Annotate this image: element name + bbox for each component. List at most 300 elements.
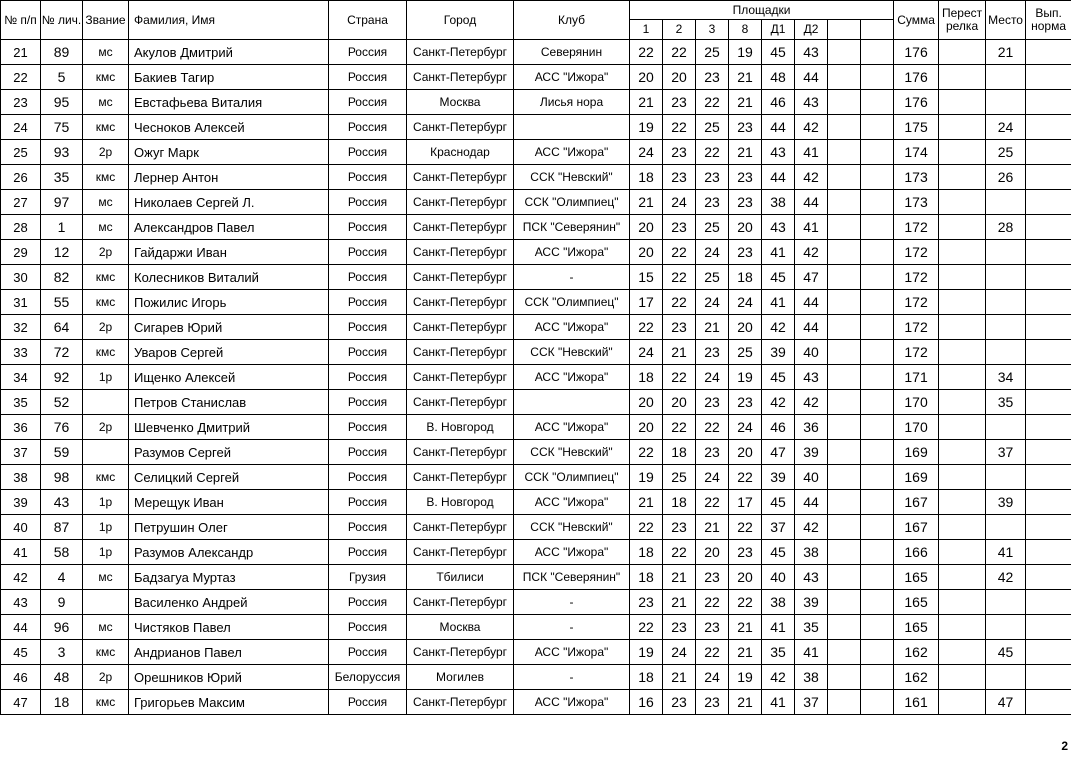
cell-ground-8: 19: [729, 40, 762, 65]
cell-ground-3: 22: [696, 590, 729, 615]
cell-sum: 167: [894, 490, 939, 515]
cell-ground-8: 23: [729, 115, 762, 140]
cell-num: 33: [1, 340, 41, 365]
cell-ground-extra1: [828, 190, 861, 215]
cell-ground-extra1: [828, 615, 861, 640]
cell-ground-8: 23: [729, 190, 762, 215]
cell-place: [986, 415, 1026, 440]
cell-norm: [1026, 515, 1071, 540]
cell-rank: [83, 390, 129, 415]
cell-country: Россия: [329, 540, 407, 565]
cell-ground-3: 25: [696, 40, 729, 65]
cell-rank: кмс: [83, 465, 129, 490]
cell-place: 21: [986, 40, 1026, 65]
cell-ground-1: 19: [630, 115, 663, 140]
cell-name: Бакиев Тагир: [129, 65, 329, 90]
cell-license: 52: [41, 390, 83, 415]
cell-ground-2: 23: [663, 140, 696, 165]
cell-ground-extra1: [828, 215, 861, 240]
cell-city: Санкт-Петербург: [407, 190, 514, 215]
cell-ground-8: 17: [729, 490, 762, 515]
cell-rank: 2р: [83, 140, 129, 165]
table-row: [1, 265, 1071, 290]
table-body: [1, 40, 1071, 715]
table-row: [1, 115, 1071, 140]
page-number: 2: [1061, 739, 1068, 753]
cell-place: [986, 515, 1026, 540]
cell-shootoff: [939, 165, 986, 190]
cell-ground-d2: 35: [795, 615, 828, 640]
col-ground-1-header: 1: [630, 20, 663, 40]
cell-shootoff: [939, 265, 986, 290]
cell-ground-8: 18: [729, 265, 762, 290]
cell-ground-d2: 42: [795, 390, 828, 415]
cell-sum: 162: [894, 665, 939, 690]
cell-license: 1: [41, 215, 83, 240]
cell-sum: 170: [894, 415, 939, 440]
cell-shootoff: [939, 315, 986, 340]
cell-ground-8: 24: [729, 415, 762, 440]
cell-name: Акулов Дмитрий: [129, 40, 329, 65]
table-row: [1, 90, 1071, 115]
cell-shootoff: [939, 65, 986, 90]
cell-name: Колесников Виталий: [129, 265, 329, 290]
cell-place: [986, 315, 1026, 340]
cell-ground-extra2: [861, 615, 894, 640]
col-license-header: № лич.: [41, 1, 83, 40]
cell-ground-extra1: [828, 90, 861, 115]
cell-city: Санкт-Петербург: [407, 690, 514, 715]
cell-country: Россия: [329, 165, 407, 190]
cell-shootoff: [939, 240, 986, 265]
cell-club: ССК "Олимпиец": [514, 465, 630, 490]
cell-ground-1: 19: [630, 465, 663, 490]
cell-country: Россия: [329, 615, 407, 640]
cell-club: -: [514, 665, 630, 690]
cell-city: Санкт-Петербург: [407, 365, 514, 390]
cell-ground-1: 18: [630, 365, 663, 390]
cell-ground-2: 21: [663, 565, 696, 590]
cell-license: 95: [41, 90, 83, 115]
cell-num: 23: [1, 90, 41, 115]
cell-ground-extra2: [861, 340, 894, 365]
cell-city: Санкт-Петербург: [407, 315, 514, 340]
cell-num: 32: [1, 315, 41, 340]
cell-place: [986, 465, 1026, 490]
cell-sum: 167: [894, 515, 939, 540]
cell-ground-d1: 39: [762, 465, 795, 490]
cell-ground-d1: 35: [762, 640, 795, 665]
cell-ground-extra1: [828, 540, 861, 565]
cell-name: Николаев Сергей Л.: [129, 190, 329, 215]
cell-ground-1: 18: [630, 565, 663, 590]
cell-ground-3: 22: [696, 415, 729, 440]
cell-ground-d1: 45: [762, 40, 795, 65]
cell-ground-d2: 37: [795, 690, 828, 715]
cell-ground-extra1: [828, 365, 861, 390]
cell-city: Санкт-Петербург: [407, 115, 514, 140]
cell-ground-extra2: [861, 115, 894, 140]
cell-ground-3: 23: [696, 165, 729, 190]
cell-club: [514, 115, 630, 140]
cell-ground-d2: 43: [795, 90, 828, 115]
cell-ground-2: 24: [663, 190, 696, 215]
col-grounds-header: Площадки: [630, 1, 894, 20]
cell-rank: 1р: [83, 515, 129, 540]
cell-country: Россия: [329, 140, 407, 165]
cell-club: -: [514, 590, 630, 615]
cell-ground-extra2: [861, 690, 894, 715]
cell-club: ССК "Невский": [514, 515, 630, 540]
cell-sum: 172: [894, 265, 939, 290]
cell-country: Россия: [329, 40, 407, 65]
cell-city: Москва: [407, 615, 514, 640]
cell-rank: мс: [83, 190, 129, 215]
cell-rank: [83, 440, 129, 465]
cell-license: 72: [41, 340, 83, 365]
cell-ground-d2: 40: [795, 340, 828, 365]
cell-norm: [1026, 65, 1071, 90]
cell-norm: [1026, 365, 1071, 390]
cell-place: [986, 265, 1026, 290]
cell-ground-1: 20: [630, 240, 663, 265]
cell-num: 39: [1, 490, 41, 515]
cell-ground-2: 21: [663, 665, 696, 690]
cell-country: Россия: [329, 90, 407, 115]
cell-ground-1: 21: [630, 490, 663, 515]
cell-name: Чистяков Павел: [129, 615, 329, 640]
table-row: [1, 40, 1071, 65]
cell-rank: 1р: [83, 365, 129, 390]
cell-norm: [1026, 440, 1071, 465]
cell-num: 36: [1, 415, 41, 440]
cell-license: 96: [41, 615, 83, 640]
cell-ground-1: 19: [630, 640, 663, 665]
cell-shootoff: [939, 90, 986, 115]
cell-ground-extra2: [861, 65, 894, 90]
cell-city: Могилев: [407, 665, 514, 690]
cell-rank: 2р: [83, 415, 129, 440]
cell-norm: [1026, 590, 1071, 615]
cell-norm: [1026, 390, 1071, 415]
cell-shootoff: [939, 515, 986, 540]
table-row: [1, 165, 1071, 190]
cell-shootoff: [939, 465, 986, 490]
cell-name: Евстафьева Виталия: [129, 90, 329, 115]
cell-sum: 172: [894, 340, 939, 365]
cell-license: 55: [41, 290, 83, 315]
cell-ground-extra2: [861, 90, 894, 115]
cell-name: Григорьев Максим: [129, 690, 329, 715]
cell-ground-8: 21: [729, 140, 762, 165]
cell-ground-2: 21: [663, 340, 696, 365]
cell-ground-1: 24: [630, 340, 663, 365]
cell-ground-1: 20: [630, 65, 663, 90]
cell-num: 35: [1, 390, 41, 415]
cell-name: Шевченко Дмитрий: [129, 415, 329, 440]
cell-rank: кмс: [83, 290, 129, 315]
cell-norm: [1026, 315, 1071, 340]
cell-ground-3: 22: [696, 140, 729, 165]
cell-ground-2: 22: [663, 265, 696, 290]
cell-shootoff: [939, 190, 986, 215]
cell-num: 26: [1, 165, 41, 190]
cell-ground-d1: 43: [762, 140, 795, 165]
cell-name: Бадзагуа Муртаз: [129, 565, 329, 590]
cell-ground-extra1: [828, 440, 861, 465]
cell-club: АСС "Ижора": [514, 240, 630, 265]
cell-name: Гайдаржи Иван: [129, 240, 329, 265]
cell-ground-d1: 47: [762, 440, 795, 465]
cell-norm: [1026, 465, 1071, 490]
cell-sum: 173: [894, 165, 939, 190]
cell-ground-extra2: [861, 565, 894, 590]
cell-license: 92: [41, 365, 83, 390]
cell-ground-1: 22: [630, 315, 663, 340]
cell-city: Санкт-Петербург: [407, 440, 514, 465]
cell-club: -: [514, 265, 630, 290]
cell-shootoff: [939, 665, 986, 690]
col-ground-3-header: 3: [696, 20, 729, 40]
cell-num: 29: [1, 240, 41, 265]
cell-place: 39: [986, 490, 1026, 515]
cell-country: Россия: [329, 440, 407, 465]
cell-ground-extra1: [828, 690, 861, 715]
cell-ground-d1: 42: [762, 665, 795, 690]
cell-ground-8: 20: [729, 565, 762, 590]
cell-ground-extra2: [861, 315, 894, 340]
cell-ground-2: 23: [663, 215, 696, 240]
cell-license: 64: [41, 315, 83, 340]
cell-rank: кмс: [83, 640, 129, 665]
cell-ground-d1: 39: [762, 340, 795, 365]
cell-country: Россия: [329, 640, 407, 665]
cell-license: 58: [41, 540, 83, 565]
cell-ground-extra1: [828, 490, 861, 515]
cell-sum: 169: [894, 440, 939, 465]
cell-sum: 176: [894, 65, 939, 90]
cell-ground-8: 20: [729, 440, 762, 465]
cell-ground-2: 18: [663, 440, 696, 465]
cell-rank: [83, 590, 129, 615]
cell-ground-d2: 40: [795, 465, 828, 490]
cell-ground-extra2: [861, 490, 894, 515]
cell-sum: 162: [894, 640, 939, 665]
cell-city: Санкт-Петербург: [407, 640, 514, 665]
cell-ground-3: 23: [696, 440, 729, 465]
cell-ground-2: 21: [663, 590, 696, 615]
cell-sum: 174: [894, 140, 939, 165]
cell-ground-d1: 41: [762, 240, 795, 265]
cell-ground-2: 23: [663, 515, 696, 540]
cell-ground-3: 24: [696, 240, 729, 265]
cell-name: Ожуг Марк: [129, 140, 329, 165]
col-ground-8-header: 8: [729, 20, 762, 40]
cell-sum: 166: [894, 540, 939, 565]
cell-ground-2: 22: [663, 365, 696, 390]
cell-ground-d2: 42: [795, 240, 828, 265]
cell-club: ССК "Невский": [514, 340, 630, 365]
cell-shootoff: [939, 340, 986, 365]
col-shootoff-header: Перест релка: [939, 1, 986, 40]
cell-ground-1: 24: [630, 140, 663, 165]
cell-ground-d1: 38: [762, 190, 795, 215]
cell-ground-8: 23: [729, 165, 762, 190]
cell-country: Россия: [329, 390, 407, 415]
cell-ground-extra1: [828, 265, 861, 290]
cell-ground-extra2: [861, 265, 894, 290]
cell-norm: [1026, 90, 1071, 115]
cell-sum: 165: [894, 590, 939, 615]
cell-ground-d2: 44: [795, 490, 828, 515]
cell-norm: [1026, 690, 1071, 715]
cell-ground-2: 23: [663, 690, 696, 715]
cell-ground-8: 21: [729, 65, 762, 90]
cell-sum: 172: [894, 315, 939, 340]
cell-ground-d2: 43: [795, 40, 828, 65]
cell-license: 5: [41, 65, 83, 90]
cell-ground-d2: 39: [795, 440, 828, 465]
cell-place: [986, 65, 1026, 90]
cell-city: Санкт-Петербург: [407, 265, 514, 290]
cell-city: Санкт-Петербург: [407, 290, 514, 315]
cell-ground-1: 22: [630, 440, 663, 465]
cell-country: Россия: [329, 465, 407, 490]
cell-num: 25: [1, 140, 41, 165]
cell-ground-2: 22: [663, 540, 696, 565]
cell-ground-d2: 43: [795, 565, 828, 590]
cell-shootoff: [939, 690, 986, 715]
cell-country: Россия: [329, 290, 407, 315]
cell-country: Россия: [329, 690, 407, 715]
cell-ground-d2: 42: [795, 115, 828, 140]
table-row: [1, 365, 1071, 390]
cell-ground-1: 20: [630, 415, 663, 440]
cell-ground-1: 22: [630, 615, 663, 640]
cell-city: Санкт-Петербург: [407, 590, 514, 615]
cell-place: 24: [986, 115, 1026, 140]
cell-ground-3: 23: [696, 565, 729, 590]
cell-place: 35: [986, 390, 1026, 415]
cell-ground-extra2: [861, 190, 894, 215]
cell-ground-d2: 44: [795, 315, 828, 340]
cell-shootoff: [939, 40, 986, 65]
cell-ground-d2: 41: [795, 640, 828, 665]
cell-ground-2: 23: [663, 90, 696, 115]
cell-ground-extra2: [861, 515, 894, 540]
cell-shootoff: [939, 115, 986, 140]
cell-place: 28: [986, 215, 1026, 240]
cell-sum: 171: [894, 365, 939, 390]
cell-ground-8: 21: [729, 90, 762, 115]
col-place-header: Место: [986, 1, 1026, 40]
col-country-header: Страна: [329, 1, 407, 40]
col-ground-extra1-header: [828, 20, 861, 40]
cell-ground-extra1: [828, 465, 861, 490]
cell-name: Петров Станислав: [129, 390, 329, 415]
table-row: [1, 315, 1071, 340]
cell-ground-3: 23: [696, 615, 729, 640]
cell-ground-d2: 44: [795, 190, 828, 215]
cell-sum: 170: [894, 390, 939, 415]
cell-name: Лернер Антон: [129, 165, 329, 190]
cell-sum: 169: [894, 465, 939, 490]
cell-place: [986, 290, 1026, 315]
cell-ground-3: 23: [696, 340, 729, 365]
cell-license: 43: [41, 490, 83, 515]
cell-name: Уваров Сергей: [129, 340, 329, 365]
cell-ground-3: 24: [696, 465, 729, 490]
cell-num: 31: [1, 290, 41, 315]
cell-license: 76: [41, 415, 83, 440]
cell-ground-3: 22: [696, 640, 729, 665]
cell-ground-extra2: [861, 365, 894, 390]
cell-ground-1: 21: [630, 90, 663, 115]
cell-ground-d1: 40: [762, 565, 795, 590]
cell-country: Россия: [329, 415, 407, 440]
cell-rank: мс: [83, 40, 129, 65]
cell-ground-8: 19: [729, 365, 762, 390]
cell-norm: [1026, 215, 1071, 240]
cell-license: 3: [41, 640, 83, 665]
cell-club: ПСК "Северянин": [514, 215, 630, 240]
cell-city: Санкт-Петербург: [407, 515, 514, 540]
cell-ground-d2: 44: [795, 65, 828, 90]
table-row: [1, 190, 1071, 215]
cell-country: Россия: [329, 215, 407, 240]
table-row: [1, 390, 1071, 415]
cell-norm: [1026, 615, 1071, 640]
cell-ground-8: 22: [729, 590, 762, 615]
cell-license: 98: [41, 465, 83, 490]
cell-num: 41: [1, 540, 41, 565]
cell-shootoff: [939, 565, 986, 590]
cell-place: 26: [986, 165, 1026, 190]
cell-name: Чесноков Алексей: [129, 115, 329, 140]
cell-ground-extra1: [828, 640, 861, 665]
cell-license: 59: [41, 440, 83, 465]
cell-license: 82: [41, 265, 83, 290]
cell-norm: [1026, 540, 1071, 565]
cell-country: Россия: [329, 265, 407, 290]
cell-num: 34: [1, 365, 41, 390]
cell-num: 46: [1, 665, 41, 690]
cell-ground-extra2: [861, 215, 894, 240]
cell-name: Орешников Юрий: [129, 665, 329, 690]
cell-ground-d1: 44: [762, 115, 795, 140]
cell-country: Россия: [329, 365, 407, 390]
cell-ground-extra1: [828, 65, 861, 90]
cell-sum: 173: [894, 190, 939, 215]
cell-ground-8: 21: [729, 640, 762, 665]
cell-shootoff: [939, 640, 986, 665]
cell-ground-3: 21: [696, 315, 729, 340]
cell-ground-3: 23: [696, 65, 729, 90]
cell-num: 21: [1, 40, 41, 65]
cell-shootoff: [939, 440, 986, 465]
cell-city: Тбилиси: [407, 565, 514, 590]
cell-ground-extra1: [828, 565, 861, 590]
cell-ground-extra2: [861, 140, 894, 165]
table-row: [1, 65, 1071, 90]
cell-club: -: [514, 615, 630, 640]
cell-ground-extra1: [828, 165, 861, 190]
col-name-header: Фамилия, Имя: [129, 1, 329, 40]
cell-ground-d1: 45: [762, 365, 795, 390]
cell-ground-8: 19: [729, 665, 762, 690]
cell-norm: [1026, 415, 1071, 440]
cell-norm: [1026, 340, 1071, 365]
